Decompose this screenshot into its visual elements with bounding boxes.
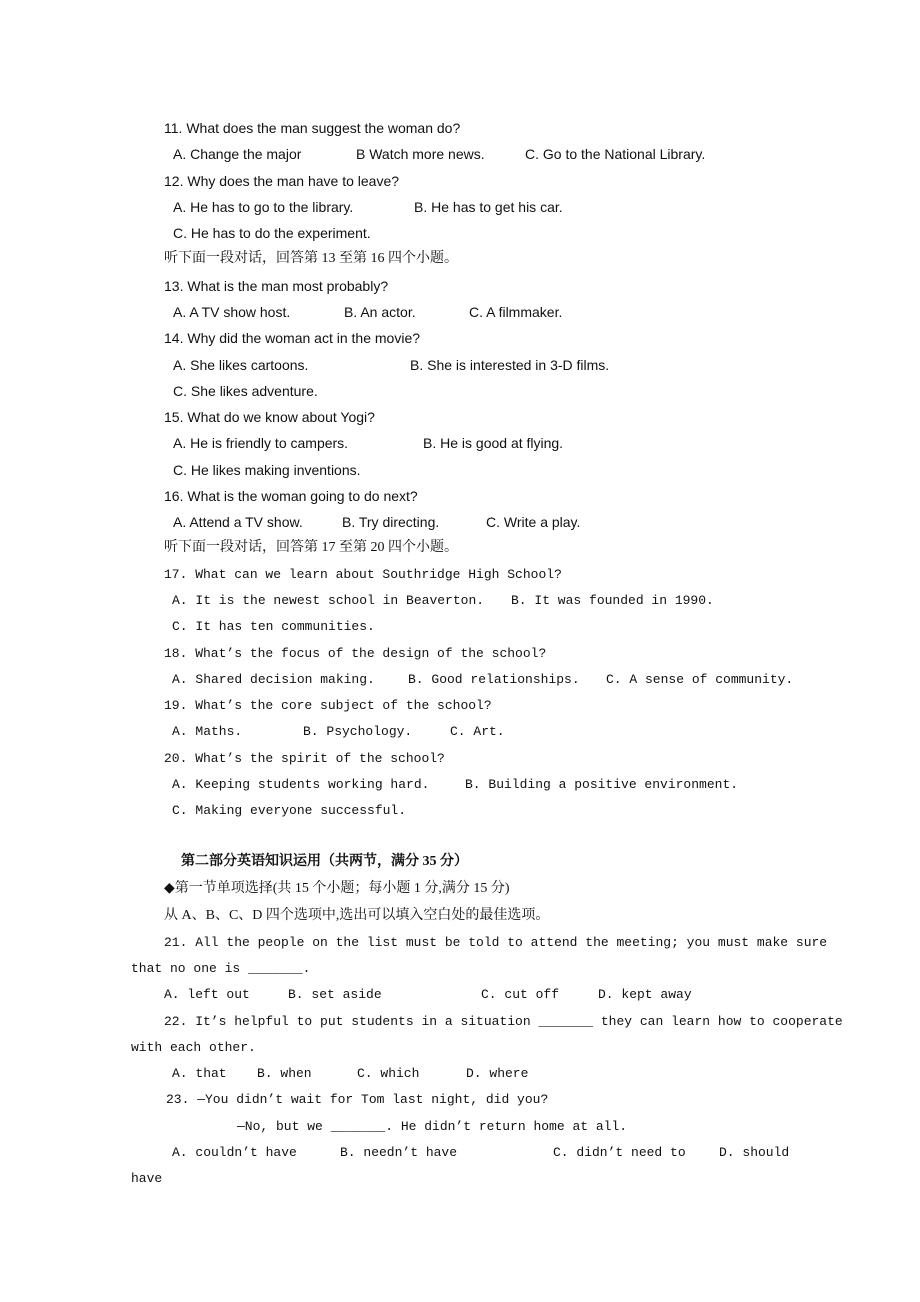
q22-option-b: B. when [257, 1066, 312, 1081]
q23-option-d: D. should [719, 1145, 790, 1160]
q15-option-c: C. He likes making inventions. [173, 462, 361, 478]
q17-option-a: A. It is the newest school in Beaverton. [172, 593, 485, 608]
q12-stem: 12. Why does the man have to leave? [164, 173, 400, 189]
q20-option-b: B. Building a positive environment. [465, 777, 739, 792]
q11-option-a: A. Change the major [173, 146, 302, 162]
q23-option-a: A. couldn’t have [172, 1145, 297, 1160]
q21-option-a: A. left out [164, 987, 250, 1002]
q21-stem-line2: that no one is _______. [131, 961, 311, 976]
q16-stem: 16. What is the woman going to do next? [164, 488, 418, 504]
q13-option-c: C. A filmmaker. [469, 304, 563, 320]
q15-option-a: A. He is friendly to campers. [173, 435, 349, 451]
listening-intro-17-20: 听下面一段对话，回答第 17 至第 20 四个小题。 [164, 540, 458, 555]
section1-heading: ◆第一节单项选择(共 15 个小题；每小题 1 分,满分 15 分) [164, 881, 510, 896]
q21-option-c: C. cut off [481, 987, 560, 1002]
q17-option-c: C. It has ten communities. [172, 619, 375, 634]
q20-option-a: A. Keeping students working hard. [172, 777, 430, 792]
q17-stem: 17. What can we learn about Southridge High School? [164, 567, 562, 582]
q18-stem: 18. What’s the focus of the design of the school? [164, 646, 547, 661]
q14-stem: 14. Why did the woman act in the movie? [164, 330, 421, 346]
q19-option-c: C. Art. [450, 724, 505, 739]
q18-option-b: B. Good relationships. [408, 672, 580, 687]
q18-option-c: C. A sense of community. [606, 672, 794, 687]
section1-instruction: 从 A、B、C、D 四个选项中,选出可以填入空白处的最佳选项。 [164, 908, 550, 923]
q22-option-c: C. which [357, 1066, 420, 1081]
q23-option-c: C. didn’t need to [553, 1145, 686, 1160]
q22-option-a: A. that [172, 1066, 227, 1081]
q14-option-a: A. She likes cartoons. [173, 357, 309, 373]
q19-option-a: A. Maths. [172, 724, 243, 739]
q13-option-a: A. A TV show host. [173, 304, 291, 320]
q23-option-b: B. needn’t have [340, 1145, 458, 1160]
q22-stem-line2: with each other. [131, 1040, 256, 1055]
q12-option-b: B. He has to get his car. [414, 199, 563, 215]
q16-option-b: B. Try directing. [342, 514, 440, 530]
listening-intro-13-16: 听下面一段对话，回答第 13 至第 16 四个小题。 [164, 251, 458, 266]
q16-option-c: C. Write a play. [486, 514, 581, 530]
q19-option-b: B. Psychology. [303, 724, 413, 739]
q22-option-d: D. where [466, 1066, 529, 1081]
q21-stem-line1: 21. All the people on the list must be told to attend the meeting; you must make sure [164, 935, 828, 950]
q23-option-d-continuation: have [131, 1171, 163, 1186]
q20-stem: 20. What’s the spirit of the school? [164, 751, 445, 766]
q12-option-a: A. He has to go to the library. [173, 199, 354, 215]
q21-option-d: D. kept away [598, 987, 692, 1002]
q13-stem: 13. What is the man most probably? [164, 278, 389, 294]
q16-option-a: A. Attend a TV show. [173, 514, 303, 530]
q11-stem: 11. What does the man suggest the woman do? [164, 120, 461, 136]
q23-stem-line1: 23. —You didn’t wait for Tom last night, did you? [166, 1092, 549, 1107]
q22-stem-line1: 22. It’s helpful to put students in a situation _______ they can learn how to cooperate [164, 1014, 843, 1029]
q15-option-b: B. He is good at flying. [423, 435, 564, 451]
q20-option-c: C. Making everyone successful. [172, 803, 407, 818]
q12-option-c: C. He has to do the experiment. [173, 225, 371, 241]
part2-heading: 第二部分英语知识运用（共两节，满分 35 分） [181, 854, 468, 869]
q14-option-b: B. She is interested in 3-D films. [410, 357, 610, 373]
q21-option-b: B. set aside [288, 987, 382, 1002]
q13-option-b: B. An actor. [344, 304, 416, 320]
q19-stem: 19. What’s the core subject of the school? [164, 698, 492, 713]
q11-option-c: C. Go to the National Library. [525, 146, 706, 162]
q15-stem: 15. What do we know about Yogi? [164, 409, 375, 425]
q14-option-c: C. She likes adventure. [173, 383, 318, 399]
q18-option-a: A. Shared decision making. [172, 672, 375, 687]
q23-stem-line2: —No, but we _______. He didn’t return home at all. [237, 1119, 628, 1134]
q17-option-b: B. It was founded in 1990. [511, 593, 714, 608]
q11-option-b: B Watch more news. [356, 146, 485, 162]
